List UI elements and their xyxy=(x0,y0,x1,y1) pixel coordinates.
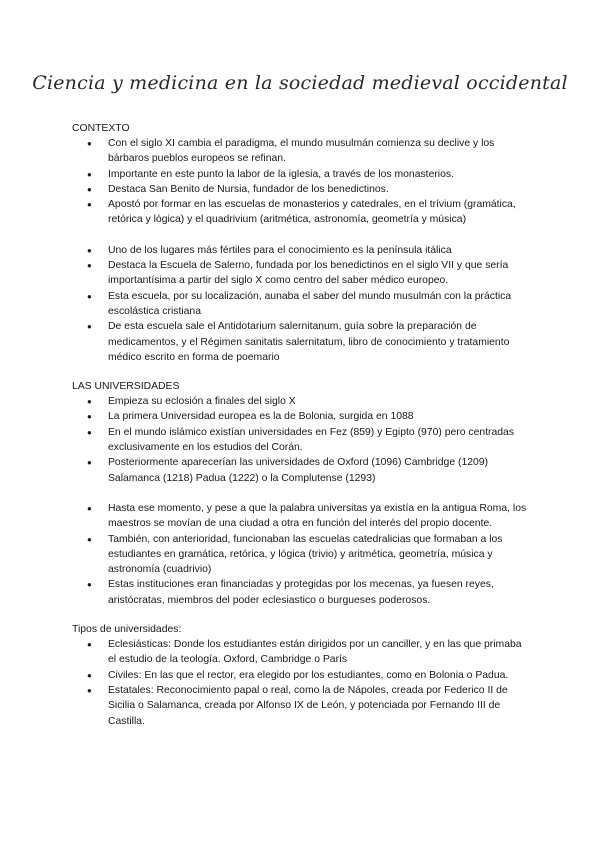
page-title: Ciencia y medicina en la sociedad medieval occidental xyxy=(32,72,568,94)
bullet-list xyxy=(72,637,532,729)
list-item: ● La primera Universidad europea es la de Bolonia, surgida en 1088 xyxy=(72,409,532,424)
bullet-list xyxy=(72,243,532,365)
list-item: ● Apostó por formar en las escuelas de monasterios y catedrales, en el trívium (gramática, retórica y lógica) y el quadrivium (aritmética, astronomía, geometría y música) xyxy=(72,197,532,228)
bullet-list xyxy=(72,394,532,486)
document-body xyxy=(72,122,532,729)
list-item: ● Esta escuela, por su localización, aunaba el saber del mundo musulmán con la práctica escolástica cristiana xyxy=(72,289,532,320)
list-item: ● También, con anterioridad, funcionaban las escuelas catedralicias que formaban a los estudiantes en gramática, retórica, y lógica (trivio) y aritmética, geometría, música y astronomía (cuadrivio) xyxy=(72,532,532,578)
list-item: ● Eclesiásticas: Donde los estudiantes están dirigidos por un canciller, y en las que primaba el estudio de la teología. Oxford, Cambridge o París xyxy=(72,637,532,668)
list-item: ● Posteriormente aparecerían las universidades de Oxford (1096) Cambridge (1209) Salamanca (1218) Padua (1222) o la Complutense (1293) xyxy=(72,455,532,486)
list-item: ● Importante en este punto la labor de la iglesia, a través de los monasterios. xyxy=(72,167,532,182)
list-item: ● Uno de los lugares más fértiles para el conocimiento es la península itálica xyxy=(72,243,532,258)
list-item: ● Destaca la Escuela de Salerno, fundada por los benedictinos en el siglo VII y que sería importantísima a partir del siglo X como centro del saber médico europeo. xyxy=(72,258,532,289)
list-item: ● Empieza su eclosión a finales del siglo X xyxy=(72,394,532,409)
list-item: ● Estatales: Reconocimiento papal o real, como la de Nápoles, creada por Federico II de Sicilia o Salamanca, creada por Alfonso IX de León, y potenciada por Fernando III de Castilla. xyxy=(72,683,532,729)
list-item: ● Destaca San Benito de Nursia, fundador de los benedictinos. xyxy=(72,182,532,197)
list-item: ● Con el siglo XI cambia el paradigma, el mundo musulmán comienza su declive y los bárbaros pueblos europeos se refinan. xyxy=(72,136,532,167)
list-item: ● En el mundo islámico existían universidades en Fez (859) y Egipto (970) pero centradas exclusivamente en los estudios del Corán. xyxy=(72,425,532,456)
section-heading: CONTEXTO xyxy=(72,123,130,134)
section-heading: Tipos de universidades: xyxy=(72,624,182,636)
list-item: ● De esta escuela sale el Antidotarium salernitanum, guía sobre la preparación de medicamentos, y el Régimen sanitatis salernitatum, libro de conocimiento y tratamiento médico escrito en forma de poemario xyxy=(72,319,532,365)
list-item: ● Estas instituciones eran financiadas y protegidas por los mecenas, ya fuesen reyes, aristócratas, miembros del poder eclesiastico o burgueses poderosos. xyxy=(72,577,532,608)
list-item: ● Hasta ese momento, y pese a que la palabra universitas ya existía en la antigua Roma, los maestros se movían de una ciudad a otra en función del interés del propio docente. xyxy=(72,501,532,532)
section-heading: LAS UNIVERSIDADES xyxy=(72,381,180,393)
list-item: ● Civiles: En las que el rector, era elegido por los estudiantes, como en Bolonia o Padua. xyxy=(72,668,532,683)
bullet-list xyxy=(72,501,532,608)
bullet-list xyxy=(72,136,532,228)
